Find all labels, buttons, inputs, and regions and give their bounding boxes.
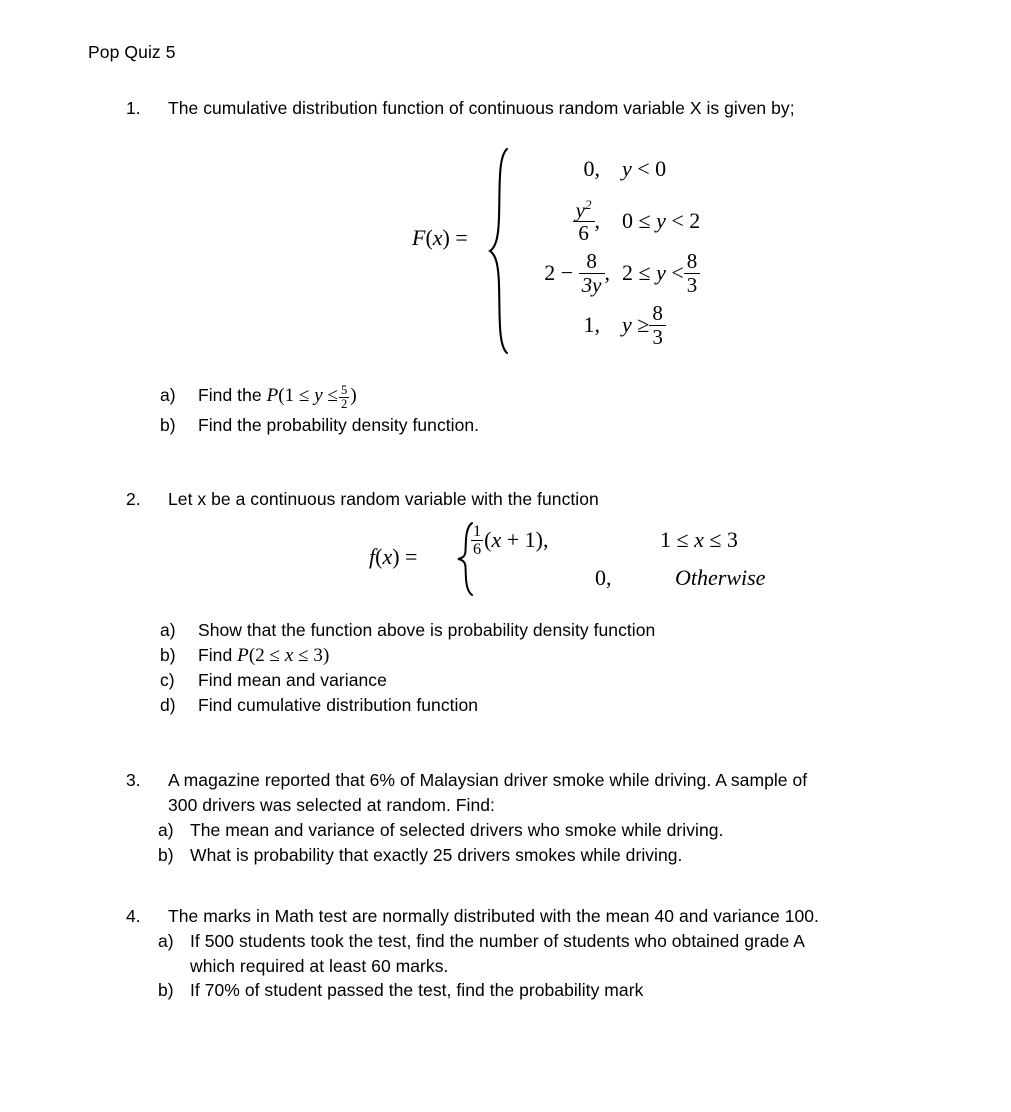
cond-4-rel: ≥ <box>637 312 650 337</box>
sub-list <box>0 383 1011 438</box>
piecewise-condition-2 <box>622 195 700 247</box>
piecewise-row-1 <box>470 521 890 559</box>
numerator-y: y <box>575 197 585 222</box>
fraction-1-over-6 <box>471 520 483 558</box>
q1a-le: ≤ <box>327 385 339 406</box>
question-3-block <box>0 768 1011 867</box>
piecewise-row-2 <box>510 195 810 247</box>
question-4a-text-line1: If 500 students took the test, find the number of students who obtained grade A <box>190 931 805 951</box>
question-2b-letter: b) <box>160 644 176 665</box>
lhs-x: x <box>432 225 443 250</box>
question-2d-letter: d) <box>160 694 176 715</box>
cond-1-lead: 1 ≤ <box>660 527 689 552</box>
piecewise-condition-4 <box>622 299 666 351</box>
left-curly-brace-large-icon <box>487 147 511 355</box>
fraction-numerator: 8 <box>586 249 597 274</box>
value-2-comma: , <box>594 208 600 233</box>
value-1-x: x <box>491 527 502 552</box>
lhs-paren-open: ( <box>425 225 433 250</box>
fraction-y-squared-over-6 <box>573 198 595 244</box>
question-1a-text <box>198 382 357 411</box>
sub-list <box>0 818 1011 867</box>
q1a-prefix: Find the <box>198 385 262 405</box>
formula-lhs-f-of-x <box>369 544 417 570</box>
cond-2-text: Otherwise <box>675 565 766 590</box>
fraction-denominator: 3 <box>684 273 701 296</box>
question-3-text-line1: A magazine reported that 6% of Malaysian driver smoke while driving. A sample of <box>168 770 808 790</box>
value-1-paren-open: ( <box>484 527 492 552</box>
piecewise-value-2 <box>573 195 600 247</box>
cond-1-y: y <box>622 156 632 181</box>
fraction-denominator: 3 <box>649 325 666 348</box>
formula-f-of-x-piecewise <box>0 143 1011 358</box>
question-1-number: 1. <box>126 98 141 118</box>
q2b-x: x <box>284 644 294 666</box>
question-2c-text: Find mean and variance <box>198 670 387 690</box>
question-3-text-line2: 300 drivers was selected at random. Find: <box>168 795 495 815</box>
question-4-text: The marks in Math test are normally distributed with the mean 40 and variance 100. <box>168 906 819 926</box>
fraction-numerator: 8 <box>686 249 698 274</box>
q2b-open: (2 ≤ <box>248 644 281 666</box>
question-4-number: 4. <box>126 906 141 926</box>
piecewise-value-2 <box>595 559 612 597</box>
lhs-f: f <box>369 544 376 569</box>
question-1b-letter: b) <box>160 415 176 435</box>
question-4a-text-line2: which required at least 60 marks. <box>190 955 449 976</box>
fraction-numerator: 8 <box>652 301 663 326</box>
question-4b-text: If 70% of student passed the test, find the probability mark <box>190 980 644 1000</box>
question-1a-letter: a) <box>160 385 176 405</box>
question-4a <box>0 929 1011 978</box>
question-2c <box>0 668 1011 693</box>
value-3-lead: 2 − <box>544 260 574 285</box>
piecewise-value-4 <box>584 299 601 351</box>
piecewise-row-3 <box>510 247 810 299</box>
question-2c-letter: c) <box>160 670 175 690</box>
fraction-numerator: 5 <box>341 382 348 397</box>
piecewise-value-1 <box>584 143 601 195</box>
fraction-denominator: 6 <box>573 221 595 244</box>
question-3b-letter: b) <box>158 844 174 865</box>
question-3a-text: The mean and variance of selected drivers who smoke while driving. <box>190 820 724 840</box>
question-4a-letter: a) <box>158 931 174 951</box>
value-1-plus-one: + 1), <box>506 527 549 552</box>
question-3b <box>0 843 1011 868</box>
q1a-open: (1 ≤ <box>278 385 310 406</box>
q1a-close: ) <box>350 385 357 406</box>
question-1 <box>0 96 1011 121</box>
question-1b <box>0 413 1011 438</box>
question-2-block <box>0 487 1011 512</box>
sub-list <box>0 618 1011 717</box>
fraction-8-over-3 <box>684 250 701 295</box>
value-4-text: 1, <box>583 312 600 337</box>
piecewise-value-3 <box>544 247 610 299</box>
q1a-expression <box>266 382 357 411</box>
question-3b-text: What is probability that exactly 25 drivers smokes while driving. <box>190 844 683 865</box>
piecewise-row-4 <box>510 299 810 351</box>
question-3 <box>0 768 1011 818</box>
piecewise-row-1 <box>510 143 810 195</box>
sub-list <box>0 929 1011 1003</box>
value-1-text: 0, <box>583 156 600 181</box>
piecewise-condition-1 <box>660 521 738 559</box>
lhs-F: F <box>412 225 426 250</box>
question-4b-letter: b) <box>158 980 174 1000</box>
numerator-exponent: 2 <box>584 196 592 212</box>
question-2b <box>0 643 1011 669</box>
piecewise-rows <box>470 521 890 597</box>
piecewise-value-1 <box>470 521 548 559</box>
cond-2-rest: < 2 <box>671 208 701 233</box>
cond-3-y: y <box>656 260 666 285</box>
q2b-expression <box>237 645 329 666</box>
lhs-x: x <box>382 544 393 569</box>
page-title: Pop Quiz 5 <box>88 42 176 62</box>
question-2d-text: Find cumulative distribution function <box>198 694 479 715</box>
question-2-number: 2. <box>126 489 141 509</box>
lhs-paren-open: ( <box>375 544 383 569</box>
lhs-close-eq: ) = <box>392 544 418 569</box>
question-3-number: 3. <box>126 770 141 790</box>
cond-3-rel: < <box>671 260 684 285</box>
cond-1-rest: < 0 <box>637 156 667 181</box>
fraction-denominator: 3y <box>579 273 605 296</box>
fraction-5-over-2 <box>339 384 349 411</box>
piecewise-condition-3 <box>622 247 700 299</box>
question-2 <box>0 487 1011 512</box>
question-2a-letter: a) <box>160 620 176 640</box>
cond-3-lead: 2 ≤ <box>622 260 651 285</box>
q1a-y: y <box>314 385 323 406</box>
fraction-numerator <box>573 198 595 221</box>
q1a-P: P <box>266 385 279 406</box>
value-2-text: 0, <box>595 565 612 590</box>
question-2d <box>0 693 1011 718</box>
cond-2-y: y <box>656 208 666 233</box>
piecewise-rows <box>510 143 810 351</box>
formula-f-lower-of-x-piecewise <box>0 521 1011 599</box>
question-1a <box>0 383 1011 413</box>
fraction-8-over-3y <box>579 250 605 295</box>
question-1b-text: Find the probability density function. <box>198 415 480 435</box>
q2b-prefix: Find <box>198 644 233 665</box>
lhs-close-eq: ) = <box>442 225 468 250</box>
piecewise-row-2 <box>470 559 890 597</box>
q2b-P: P <box>237 644 249 666</box>
value-3-comma: , <box>604 260 610 285</box>
question-2-text: Let x be a continuous random variable with the function <box>168 489 599 509</box>
question-4b <box>0 978 1011 1003</box>
question-2a-text: Show that the function above is probability density function <box>198 620 656 640</box>
question-1-text: The cumulative distribution function of continuous random variable X is given by; <box>168 98 795 118</box>
question-2a <box>0 618 1011 643</box>
question-1-block <box>0 96 1011 121</box>
fraction-numerator: 1 <box>473 520 482 540</box>
fraction-8-over-3 <box>649 302 666 347</box>
fraction-denominator: 6 <box>473 538 482 558</box>
cond-4-y: y <box>622 312 632 337</box>
cond-1-rest: ≤ 3 <box>709 527 738 552</box>
piecewise-condition-2 <box>675 559 765 597</box>
fraction-denominator: 2 <box>341 396 348 411</box>
question-4-block <box>0 904 1011 1003</box>
cond-1-x: x <box>694 527 704 552</box>
q2b-close: ≤ 3) <box>298 644 330 666</box>
question-1-subitems <box>0 383 1011 438</box>
question-2b-text <box>198 645 329 665</box>
question-3a-letter: a) <box>158 820 174 840</box>
formula-lhs-F-of-x <box>412 225 468 251</box>
question-3a <box>0 818 1011 843</box>
piecewise-condition-1 <box>622 143 666 195</box>
question-2-subitems <box>0 618 1011 717</box>
cond-2-lead: 0 ≤ <box>622 208 651 233</box>
question-4 <box>0 904 1011 929</box>
